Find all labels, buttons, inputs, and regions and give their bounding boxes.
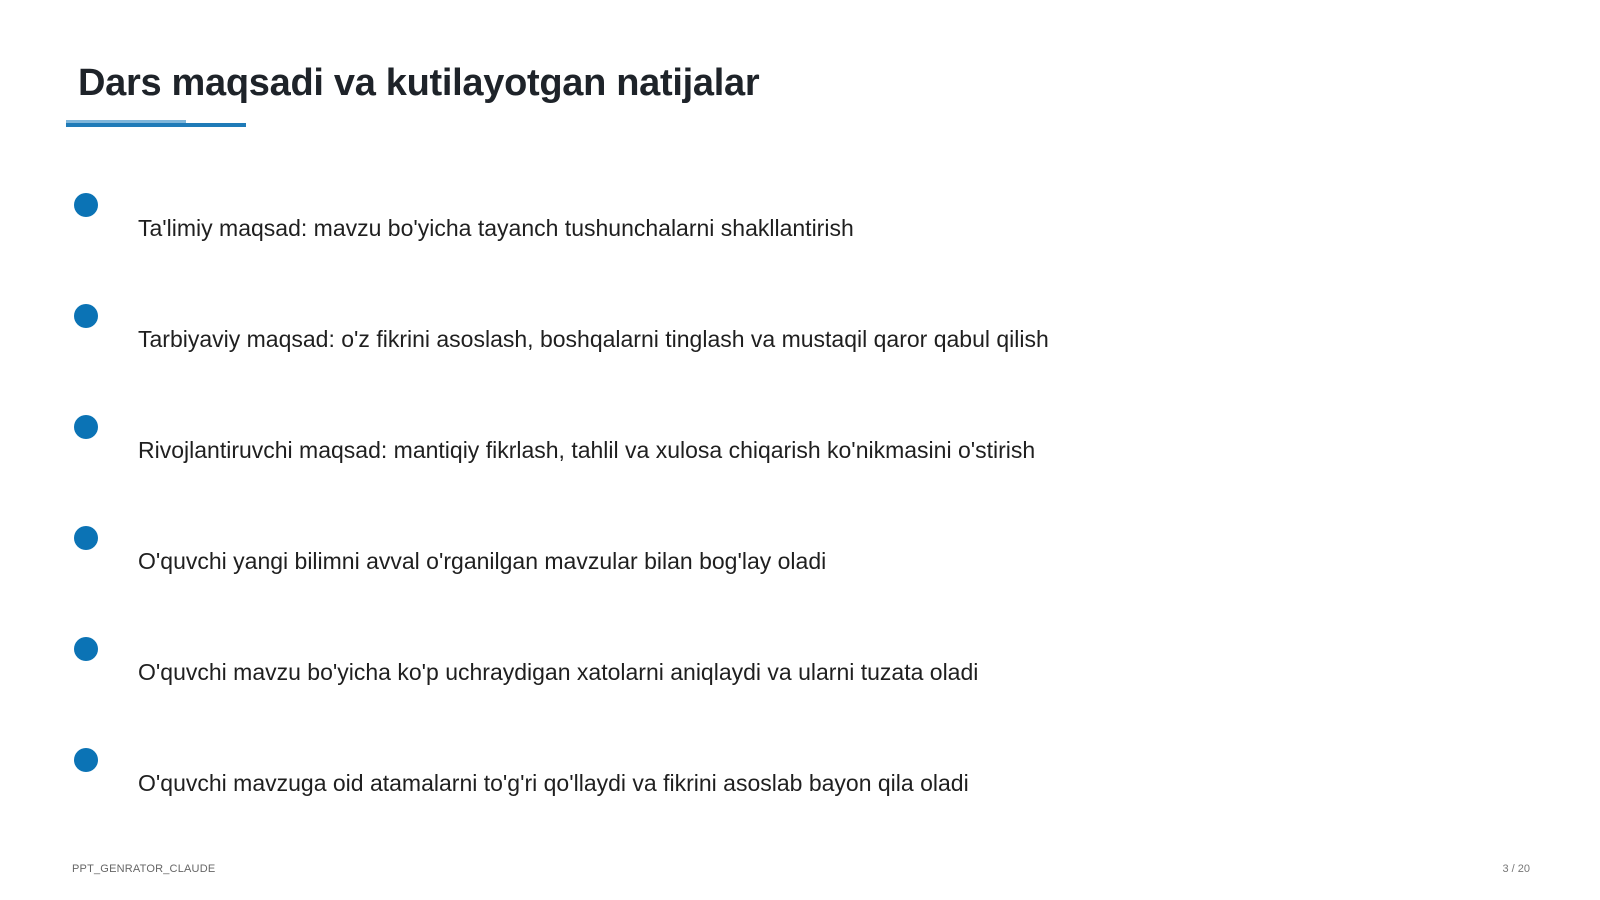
bullet-item (74, 193, 1474, 253)
bullet-dot-icon (74, 415, 98, 439)
bullet-text: O'quvchi mavzuga oid atamalarni to'g'ri qo'llaydi va fikrini asoslab bayon qila oladi (138, 770, 969, 796)
bullet-dot-icon (74, 193, 98, 217)
bullet-text: Tarbiyaviy maqsad: o'z fikrini asoslash, boshqalarni tinglash va mustaqil qaror qabul qilish (138, 326, 1049, 352)
bullet-text: Ta'limiy maqsad: mavzu bo'yicha tayanch tushunchalarni shakllantirish (138, 215, 854, 241)
slide-title: Dars maqsadi va kutilayotgan natijalar (78, 62, 760, 104)
bullet-text: Rivojlantiruvchi maqsad: mantiqiy fikrlash, tahlil va xulosa chiqarish ko'nikmasini o'stirish (138, 437, 1036, 463)
bullet-dot-icon (74, 304, 98, 328)
bullet-text: O'quvchi yangi bilimni avval o'rganilgan mavzular bilan bog'lay oladi (138, 548, 827, 574)
bullet-item (74, 748, 1474, 808)
bullet-item (74, 415, 1474, 475)
bullet-dot-icon (74, 526, 98, 550)
bullet-item (74, 304, 1474, 364)
bullet-dot-icon (74, 748, 98, 772)
bullet-dot-icon (74, 637, 98, 661)
page-indicator: 3 / 20 (1502, 863, 1530, 875)
bullet-text: O'quvchi mavzu bo'yicha ko'p uchraydigan xatolarni aniqlaydi va ularni tuzata oladi (138, 659, 979, 685)
bullet-item (74, 637, 1474, 697)
footer-label: PPT_GENRATOR_CLAUDE (72, 863, 216, 875)
bullet-item (74, 526, 1474, 586)
